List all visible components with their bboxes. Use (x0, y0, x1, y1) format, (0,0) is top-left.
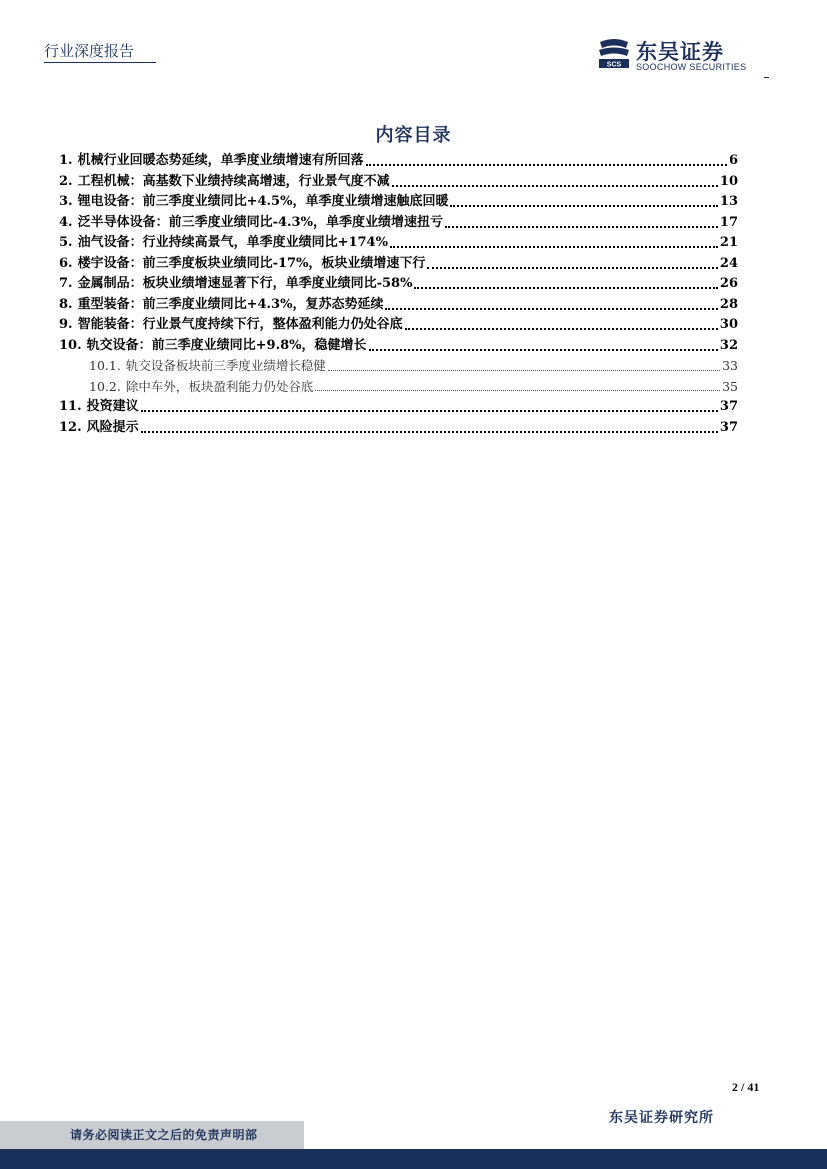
toc-dot-leader (369, 349, 718, 351)
footer-organization: 东吴证券研究所 (609, 1110, 714, 1126)
toc-entry-number: 7. (59, 276, 73, 291)
toc-entry-title: 轨交设备板块前三季度业绩增长稳健 (125, 358, 326, 373)
toc-entry-number: 11. (59, 399, 82, 414)
toc-dot-leader (392, 185, 718, 187)
toc-entry-title: 工程机械：高基数下业绩持续高增速，行业景气度不减 (77, 173, 390, 189)
logo-chinese-name: 东吴证券 (636, 40, 724, 64)
toc-dot-leader (414, 287, 717, 289)
toc-entry[interactable] (59, 295, 738, 316)
toc-entry-title: 轨交设备：前三季度业绩同比+9.8%，稳健增长 (86, 337, 367, 353)
toc-entry-number: 4. (59, 214, 73, 230)
scs-logo-icon (596, 36, 632, 70)
company-logo (596, 36, 766, 76)
toc-entry-page: 32 (719, 337, 738, 353)
toc-entry[interactable] (59, 233, 738, 254)
toc-entry-title: 投资建议 (86, 399, 139, 414)
toc-entry-title: 楼宇设备：前三季度板块业绩同比-17%，板块业绩增速下行 (77, 255, 426, 271)
toc-dot-leader (385, 308, 717, 310)
toc-entry[interactable] (59, 192, 738, 213)
toc-entry-page: 26 (719, 276, 738, 291)
toc-entry-title: 泛半导体设备：前三季度业绩同比-4.3%，单季度业绩增速扭亏 (77, 214, 443, 230)
footer-bar (0, 1121, 827, 1169)
toc-entry-title: 智能装备：行业景气度持续下行，整体盈利能力仍处谷底 (77, 317, 403, 332)
toc-entry[interactable] (59, 274, 738, 295)
toc-entry-number: 6. (59, 255, 73, 271)
table-of-contents (59, 151, 738, 438)
toc-entry-number: 12. (59, 419, 82, 435)
toc-entry[interactable] (59, 213, 738, 234)
toc-entry-page: 33 (722, 358, 738, 373)
toc-entry-title: 风险提示 (86, 419, 139, 435)
toc-entry[interactable] (59, 172, 738, 193)
toc-entry-page: 30 (719, 317, 738, 332)
toc-entry-page: 28 (719, 296, 738, 312)
header-underline (44, 62, 156, 63)
toc-entry[interactable] (59, 254, 738, 275)
toc-dot-leader (315, 390, 720, 391)
footer-strip (0, 1149, 827, 1169)
logo-mark-text: SCS (606, 61, 622, 69)
toc-entry-page: 35 (722, 378, 738, 394)
toc-entry-number: 10.2. (89, 378, 121, 394)
toc-dot-leader (366, 164, 727, 166)
toc-entry-page: 17 (719, 214, 738, 230)
toc-entry-title: 除中车外，板块盈利能力仍处谷底 (125, 378, 314, 394)
toc-entry-title: 锂电设备：前三季度业绩同比+4.5%，单季度业绩增速触底回暖 (77, 194, 449, 209)
toc-entry-page: 13 (719, 194, 738, 209)
toc-entry[interactable] (59, 336, 738, 357)
toc-entry-page: 24 (719, 255, 738, 271)
toc-entry-number: 3. (59, 194, 73, 209)
toc-entry-page: 6 (728, 153, 738, 168)
toc-entry-title: 金属制品：板块业绩增速显著下行，单季度业绩同比-58% (77, 276, 413, 291)
toc-entry-number: 8. (59, 296, 73, 312)
toc-entry-page: 21 (719, 235, 738, 250)
toc-entry-number: 5. (59, 235, 73, 250)
toc-entry-title: 油气设备：行业持续高景气，单季度业绩同比+174% (77, 235, 388, 250)
toc-entry-number: 10. (59, 337, 82, 353)
toc-dot-leader (450, 205, 717, 207)
toc-title: 内容目录 (375, 125, 452, 146)
report-type-label: 行业深度报告 (44, 42, 135, 60)
toc-entry-page: 37 (719, 399, 738, 414)
toc-entry-number: 10.1. (89, 358, 121, 373)
toc-dot-leader (390, 246, 718, 248)
header-tick-mark (764, 77, 769, 78)
toc-dot-leader (141, 410, 718, 412)
toc-dot-leader (405, 328, 718, 330)
toc-entry-title: 重型装备：前三季度业绩同比+4.3%，复苏态势延续 (77, 296, 384, 312)
logo-english-name: SOOCHOW SECURITIES (636, 62, 747, 72)
toc-entry-number: 1. (59, 153, 73, 168)
toc-dot-leader (328, 370, 720, 371)
toc-entry[interactable] (59, 397, 738, 418)
toc-entry-number: 9. (59, 317, 73, 332)
toc-subentry[interactable] (59, 377, 738, 398)
toc-dot-leader (427, 267, 717, 269)
toc-entry-page: 10 (719, 173, 738, 189)
footer-disclaimer: 请务必阅读正文之后的免责声明部 (70, 1128, 258, 1142)
toc-subentry[interactable] (59, 356, 738, 377)
toc-entry[interactable] (59, 315, 738, 336)
toc-entry-number: 2. (59, 173, 73, 189)
toc-entry-page: 37 (719, 419, 738, 435)
toc-entry-title: 机械行业回暖态势延续，单季度业绩增速有所回落 (77, 153, 364, 168)
toc-entry[interactable] (59, 418, 738, 439)
toc-entry[interactable] (59, 151, 738, 172)
page-number: 2 / 41 (732, 1080, 760, 1094)
toc-dot-leader (445, 226, 718, 228)
toc-dot-leader (141, 431, 718, 433)
